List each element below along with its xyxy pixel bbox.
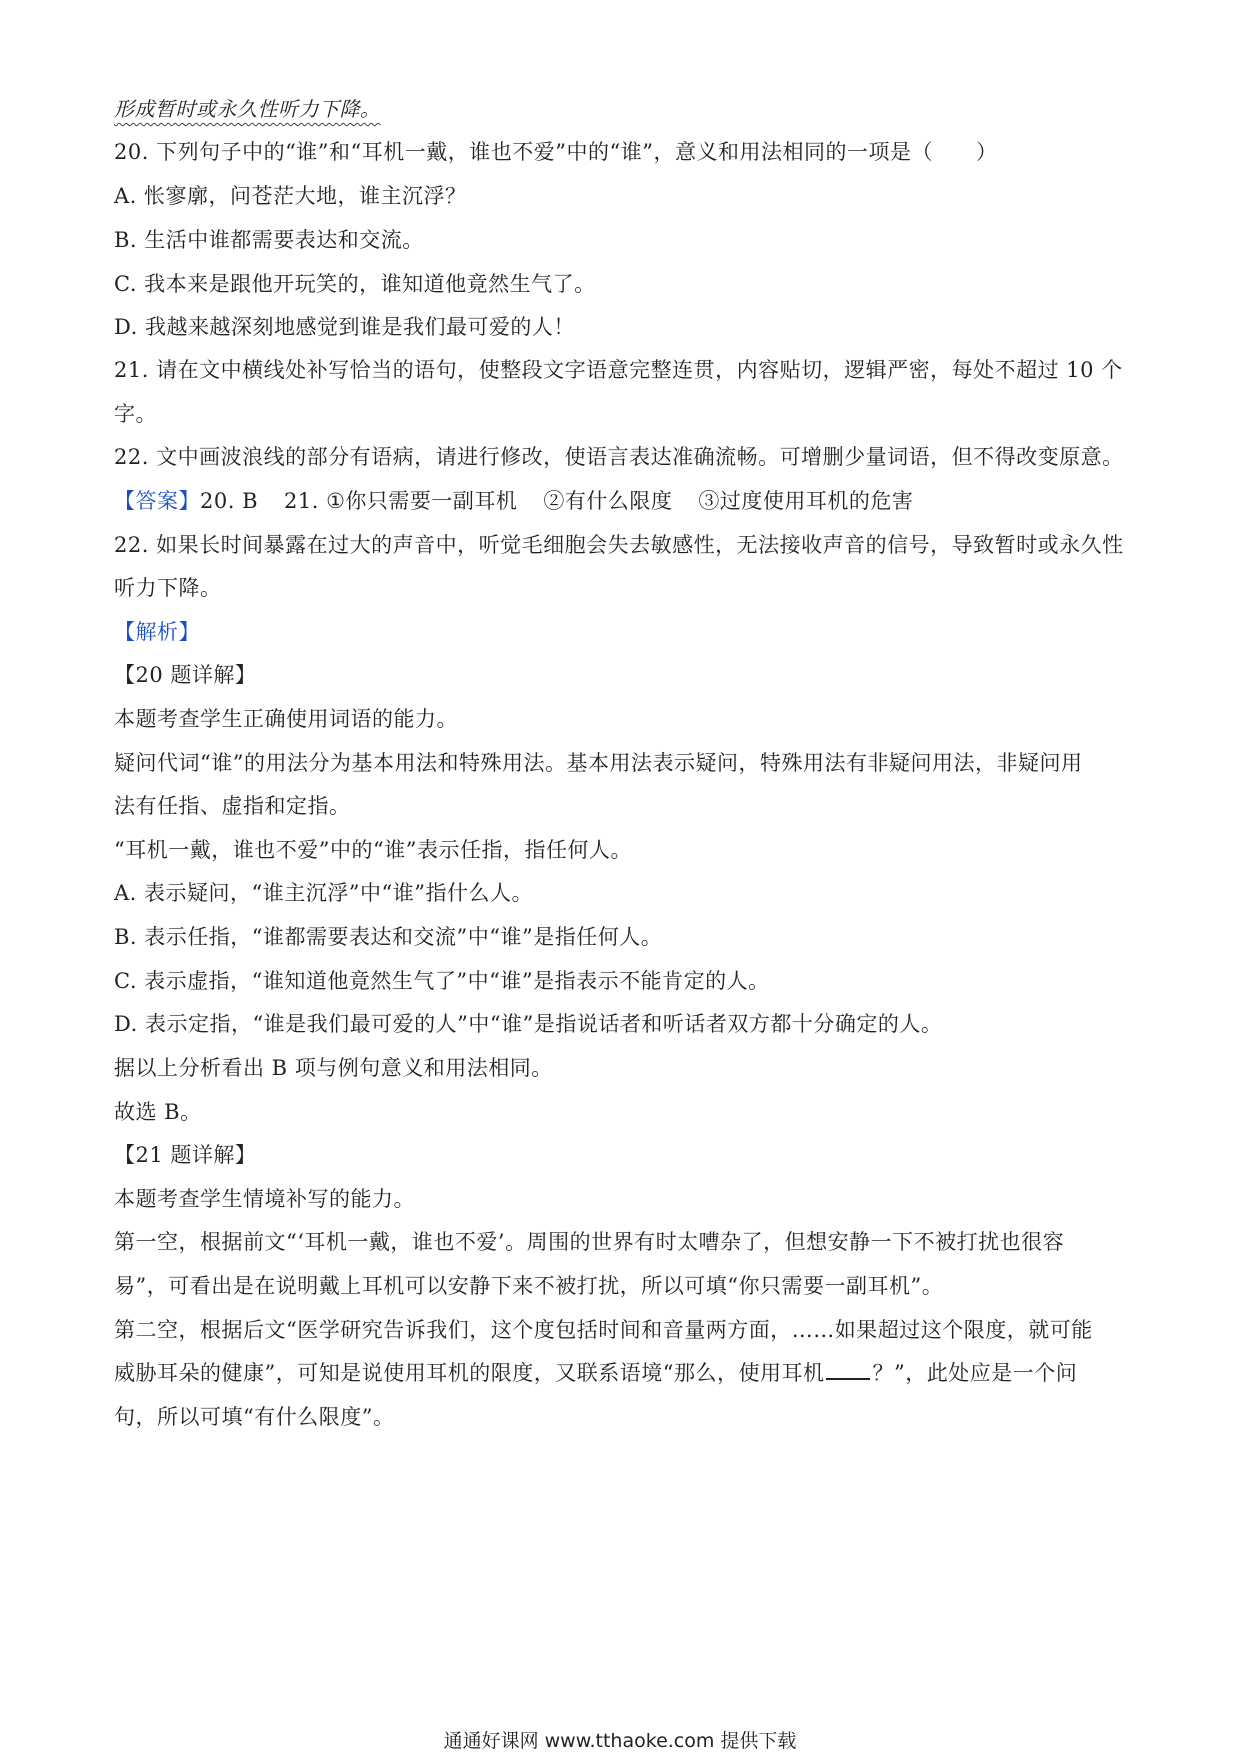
answer-21-3: ③过度使用耳机的危害 — [698, 489, 914, 513]
analysis-d: D. 表示定指，“谁是我们最可爱的人”中“谁”是指说话者和听话者双方都十分确定的人。 — [114, 1012, 943, 1036]
analysis-tag: 【解析】 — [114, 620, 200, 644]
answer-21-2: ②有什么限度 — [543, 489, 673, 513]
paragraph-with-blank — [114, 1358, 1134, 1388]
answer-20: 20. B — [200, 489, 259, 513]
paragraph: 本题考查学生情境补写的能力。 — [114, 1187, 415, 1211]
analysis-c: C. 表示虚指，“谁知道他竟然生气了”中“谁”是指表示不能肯定的人。 — [114, 969, 770, 993]
answer-22-cont: 听力下降。 — [114, 576, 222, 600]
option-c: C. 我本来是跟他开玩笑的，谁知道他竟然生气了。 — [114, 272, 596, 296]
wavy-text: 形成暂时或永久性听力下降。 — [114, 97, 381, 121]
paragraph: 本题考查学生正确使用词语的能力。 — [114, 707, 458, 731]
paragraph: 第一空，根据前文“‘耳机一戴，谁也不爱’。周围的世界有时太嘈杂了，但想安静一下不被打扰也很容 — [114, 1230, 1065, 1254]
section-21-heading: 【21 题详解】 — [114, 1143, 257, 1167]
wavy-underlined-text — [114, 94, 1134, 124]
answer-line — [114, 486, 1134, 516]
answer-tag: 【答案】 — [114, 489, 200, 513]
paragraph-text: ？”，此处应是一个问 — [872, 1361, 1078, 1385]
question-21-cont: 字。 — [114, 402, 157, 426]
option-d: D. 我越来越深刻地感觉到谁是我们最可爱的人！ — [114, 315, 575, 339]
answer-21-1: 21. ①你只需要一副耳机 — [284, 489, 518, 513]
footer: 通通好课网 www.tthaoke.com 提供下载 — [443, 1730, 797, 1752]
section-20-heading: 【20 题详解】 — [114, 663, 257, 687]
paragraph: “耳机一戴，谁也不爱”中的“谁”表示任指，指任何人。 — [114, 838, 632, 862]
analysis-b: B. 表示任指，“谁都需要表达和交流”中“谁”是指任何人。 — [114, 925, 663, 949]
paragraph: 句，所以可填“有什么限度”。 — [114, 1405, 395, 1429]
question-21: 21. 请在文中横线处补写恰当的语句，使整段文字语意完整连贯，内容贴切，逻辑严密，每处不超过 10 个 — [114, 358, 1123, 382]
paragraph-text: 威胁耳朵的健康”，可知是说使用耳机的限度，又联系语境“那么，使用耳机 — [114, 1361, 825, 1385]
option-b: B. 生活中谁都需要表达和交流。 — [114, 228, 424, 252]
paragraph: 据以上分析看出 B 项与例句意义和用法相同。 — [114, 1056, 553, 1080]
answer-22: 22. 如果长时间暴露在过大的声音中，听觉毛细胞会失去敏感性，无法接收声音的信号，导致暂时或永久性 — [114, 533, 1124, 557]
question-20: 20. 下列句子中的“谁”和“耳机一戴，谁也不爱”中的“谁”，意义和用法相同的一项是（ ） — [114, 140, 998, 164]
fill-in-blank — [826, 1358, 870, 1380]
paragraph: 故选 B。 — [114, 1100, 202, 1124]
paragraph: 法有任指、虚指和定指。 — [114, 794, 351, 818]
paragraph: 易”，可看出是在说明戴上耳机可以安静下来不被打扰，所以可填“你只需要一副耳机”。 — [114, 1274, 944, 1298]
paragraph: 第二空，根据后文“医学研究告诉我们，这个度包括时间和音量两方面，……如果超过这个限度，就可能 — [114, 1318, 1093, 1342]
paragraph: 疑问代词“谁”的用法分为基本用法和特殊用法。基本用法表示疑问，特殊用法有非疑问用法，非疑问用 — [114, 751, 1083, 775]
analysis-a: A. 表示疑问，“谁主沉浮”中“谁”指什么人。 — [114, 881, 533, 905]
option-a: A. 怅寥廓，问苍茫大地，谁主沉浮？ — [114, 184, 467, 208]
question-22: 22. 文中画波浪线的部分有语病，请进行修改，使语言表达准确流畅。可增删少量词语，但不得改变原意。 — [114, 445, 1124, 469]
